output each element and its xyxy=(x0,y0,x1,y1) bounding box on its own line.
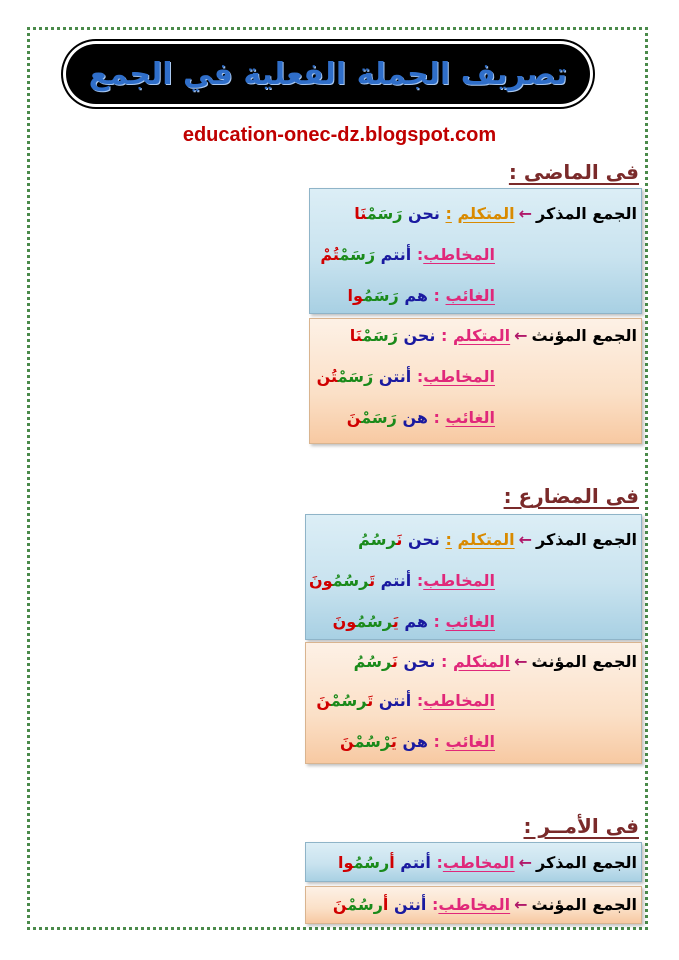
colon: : xyxy=(431,895,439,914)
past-fem-addressee-row xyxy=(317,366,495,388)
verb-prefix: أ xyxy=(382,895,389,914)
source-url[interactable]: education-onec-dz.blogspot.com xyxy=(182,124,497,146)
colon: : xyxy=(441,652,448,671)
verb-ending: تُن xyxy=(316,367,338,386)
pronoun: هم xyxy=(404,612,428,631)
role-label: المخاطب xyxy=(423,691,495,710)
past-fem-absent-row xyxy=(347,407,495,429)
group-label: الجمع المؤنث xyxy=(531,652,637,671)
imperative-masc-row xyxy=(338,852,637,874)
verb-ending: نَ xyxy=(332,895,348,914)
role-label: المخاطب xyxy=(438,895,511,914)
verb-stem: رَسَمْ xyxy=(337,367,374,386)
group-label: الجمع المذكر xyxy=(536,204,637,223)
verb-prefix: تَ xyxy=(367,691,374,710)
arrow-icon: ← xyxy=(514,652,528,671)
colon: : xyxy=(445,204,452,223)
colon: : xyxy=(433,286,440,305)
verb-ending: ونَ xyxy=(308,571,333,590)
colon: : xyxy=(441,326,448,345)
verb-stem: رْسُمْ xyxy=(354,732,391,751)
present-masc-speaker-row xyxy=(358,529,637,551)
role-label: المخاطب xyxy=(423,571,495,590)
colon: : xyxy=(445,530,452,549)
verb-prefix: نَ xyxy=(396,530,403,549)
past-masc-speaker-row xyxy=(354,203,637,225)
verb-ending: وا xyxy=(347,286,364,305)
role-label: الغائب xyxy=(445,408,495,427)
present-fem-box xyxy=(305,642,642,764)
verb-stem: رسُمُ xyxy=(353,853,390,872)
section-heading-present: فى المضارع : xyxy=(503,484,639,508)
role-label: المتكلم xyxy=(457,530,515,549)
colon: : xyxy=(416,367,424,386)
colon: : xyxy=(433,732,440,751)
verb-stem: رسُمُ xyxy=(332,571,370,590)
verb-prefix: يَ xyxy=(392,612,399,631)
verb-ending: نَا xyxy=(354,204,367,223)
verb-prefix: يَ xyxy=(390,732,397,751)
pronoun: هن xyxy=(402,408,428,427)
verb-prefix: تَ xyxy=(369,571,376,590)
verb-stem: رسُمُ xyxy=(356,612,393,631)
role-label: المخاطب xyxy=(423,367,495,386)
pronoun: نحن xyxy=(403,326,436,345)
role-label: الغائب xyxy=(445,612,495,631)
pronoun: أنتن xyxy=(378,367,412,386)
pronoun: أنتم xyxy=(380,571,412,590)
past-masc-box xyxy=(309,188,642,314)
imperative-fem-row xyxy=(333,894,637,916)
verb-stem: رسُمُ xyxy=(353,652,392,671)
verb-stem: رسُمُ xyxy=(358,530,397,549)
present-fem-absent-row xyxy=(340,731,495,753)
verb-ending: نَ xyxy=(340,732,355,751)
arrow-icon: ← xyxy=(518,204,533,223)
past-fem-speaker-row xyxy=(350,325,637,347)
verb-stem: رَسَمُ xyxy=(363,286,399,305)
colon: : xyxy=(416,571,424,590)
pronoun: نحن xyxy=(407,204,440,223)
role-label: المتكلم xyxy=(457,204,515,223)
arrow-icon: ← xyxy=(518,853,533,872)
past-masc-absent-row xyxy=(348,285,495,307)
arrow-icon: ← xyxy=(518,530,533,549)
arrow-icon: ← xyxy=(514,326,528,345)
present-masc-absent-row xyxy=(333,611,495,633)
pronoun: نحن xyxy=(403,652,436,671)
pronoun: أنتن xyxy=(393,895,427,914)
verb-stem: رسُمْ xyxy=(347,895,383,914)
page-title: تصريف الجملة الفعلية في الجمع xyxy=(88,56,568,92)
group-label: الجمع المذكر xyxy=(536,530,637,549)
present-fem-addressee-row xyxy=(316,690,495,712)
role-label: الغائب xyxy=(445,286,495,305)
verb-prefix: أ xyxy=(389,853,395,872)
verb-stem: رَسَمْ xyxy=(366,204,403,223)
pronoun: نحن xyxy=(407,530,440,549)
pronoun: هم xyxy=(404,286,428,305)
group-label: الجمع المذكر xyxy=(536,853,637,872)
pronoun: أنتن xyxy=(378,691,412,710)
group-label: الجمع المؤنث xyxy=(531,895,637,914)
verb-stem: رَسَمْ xyxy=(362,326,398,345)
colon: : xyxy=(433,408,440,427)
section-heading-past: فى الماضى : xyxy=(508,160,639,184)
verb-ending: ونَ xyxy=(332,612,357,631)
past-masc-addressee-row xyxy=(320,244,495,266)
present-masc-box xyxy=(305,514,642,640)
role-label: المتكلم xyxy=(453,652,511,671)
present-fem-speaker-row xyxy=(354,651,637,673)
verb-prefix: نَ xyxy=(391,652,398,671)
verb-stem: رَسَمْ xyxy=(339,245,376,264)
imperative-fem-box xyxy=(305,886,642,924)
verb-ending: نَ xyxy=(346,408,362,427)
colon: : xyxy=(436,853,443,872)
pronoun: هن xyxy=(402,732,428,751)
section-heading-imperative: فى الأمــر : xyxy=(523,814,639,838)
role-label: المتكلم xyxy=(453,326,511,345)
pronoun: أنتم xyxy=(400,853,431,872)
role-label: الغائب xyxy=(445,732,495,751)
imperative-masc-box xyxy=(305,842,642,882)
past-fem-box xyxy=(309,318,642,444)
verb-stem: رَسَمْ xyxy=(361,408,397,427)
arrow-icon: ← xyxy=(514,895,528,914)
verb-ending: تُمْ xyxy=(320,245,340,264)
verb-ending: نَا xyxy=(349,326,363,345)
group-label: الجمع المؤنث xyxy=(531,326,637,345)
pronoun: أنتم xyxy=(380,245,412,264)
role-label: المخاطب xyxy=(442,853,515,872)
role-label: المخاطب xyxy=(423,245,495,264)
title-banner xyxy=(66,44,590,104)
colon: : xyxy=(416,691,424,710)
verb-ending: نَ xyxy=(316,691,331,710)
verb-ending: وا xyxy=(338,853,354,872)
colon: : xyxy=(433,612,440,631)
verb-stem: رسُمْ xyxy=(330,691,368,710)
present-masc-addressee-row xyxy=(309,570,495,592)
colon: : xyxy=(416,245,424,264)
